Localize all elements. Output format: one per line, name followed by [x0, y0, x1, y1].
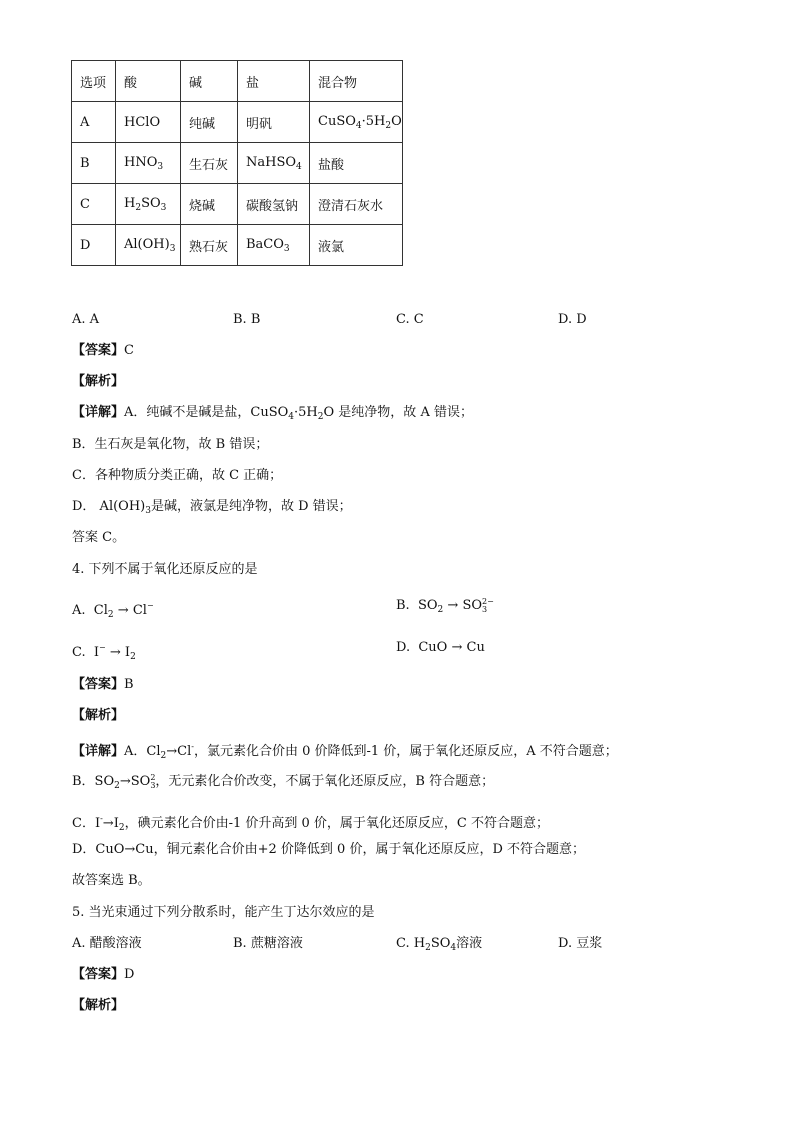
q4-detail-line-b: B．$SO_2\to SO2$ 3，无元素化合价改变，不属于氧化还原反应，B 符合题意；	[72, 772, 495, 791]
table-cell: NaHSO$_4$	[238, 143, 310, 184]
q3-answer: 【答案】C	[72, 343, 134, 358]
q3-analysis-label: 【解析】	[72, 374, 125, 389]
q5-option-d: D. 豆浆	[558, 936, 603, 951]
table-cell: $Al(OH)_3$	[116, 225, 181, 266]
table-cell: $H_2SO_3$	[116, 184, 181, 225]
choice-a: A. A	[72, 312, 100, 327]
table-row	[72, 225, 403, 266]
q4-option-d: D. CuO → Cu	[396, 640, 485, 655]
table-header-cell: 选项	[72, 61, 116, 102]
q4-analysis-label: 【解析】	[72, 708, 125, 723]
q5-stem: 5. 当光束通过下列分散系时，能产生丁达尔效应的是	[72, 905, 375, 920]
table-cell: $HNO_3$	[116, 143, 181, 184]
q5-option-b: B. 蔗糖溶液	[233, 936, 303, 951]
table-cell: 烧碱	[181, 184, 238, 225]
q3-detail-line-a: 【详解】A．纯碱不是碱是盐，$CuSO_4\cdot 5H_2O$ 是纯净物，故 A 错误；	[72, 405, 473, 422]
q5-analysis-label: 【解析】	[72, 998, 125, 1013]
choice-b: B. B	[233, 312, 261, 327]
table-cell: C	[72, 184, 116, 225]
table-header-cell: 酸	[116, 61, 181, 102]
table-cell: B	[72, 143, 116, 184]
q4-option-b: B. $SO_2 \to SO2-$ 3	[396, 596, 494, 615]
classification-table	[71, 60, 403, 266]
q4-detail-line-d: D．CuO→Cu，铜元素化合价由+2 价降低到 0 价，属于氧化还原反应，D 不符合题意；	[72, 842, 585, 857]
choice-c: C. C	[396, 312, 424, 327]
q4-option-c: C. $I^- \to I_2$	[72, 643, 136, 662]
table-cell: 盐酸	[310, 143, 403, 184]
choice-d: D. D	[558, 312, 587, 327]
table-row	[72, 184, 403, 225]
table-row	[72, 102, 403, 143]
q5-option-c: C. $H_2SO_4$溶液	[396, 936, 483, 953]
q3-detail-line-b: B．生石灰是氧化物，故 B 错误；	[72, 437, 269, 452]
q5-option-a: A. 醋酸溶液	[72, 936, 142, 951]
table-header-cell: 碱	[181, 61, 238, 102]
q4-answer: 【答案】B	[72, 677, 134, 692]
q3-conclusion: 答案 C。	[72, 530, 126, 545]
table-header-row	[72, 61, 403, 102]
table-cell: 碳酸氢钠	[238, 184, 310, 225]
table-header-cell: 混合物	[310, 61, 403, 102]
q4-option-a: A. $Cl_2 \to Cl^-$	[72, 601, 154, 620]
q3-detail-line-c: C．各种物质分类正确，故 C 正确；	[72, 468, 283, 483]
q4-conclusion: 故答案选 B。	[72, 873, 151, 888]
q4-stem: 4. 下列不属于氧化还原反应的是	[72, 562, 258, 577]
table-cell: HClO	[116, 102, 181, 143]
table-cell: $CuSO_4\cdot 5H_2O$	[310, 102, 403, 143]
table-row	[72, 143, 403, 184]
q3-detail-line-d: D． $Al(OH)_3$是碱，液氯是纯净物，故 D 错误；	[72, 499, 352, 516]
table-header-cell: 盐	[238, 61, 310, 102]
table-cell: 纯碱	[181, 102, 238, 143]
table-cell: 澄清石灰水	[310, 184, 403, 225]
table-cell: 熟石灰	[181, 225, 238, 266]
table-cell: 生石灰	[181, 143, 238, 184]
table-cell: 液氯	[310, 225, 403, 266]
q4-detail-line-a: 【详解】A．$Cl_2\to Cl^-$，氯元素化合价由 0 价降低到-1 价，属于氧化还原反应，A 不符合题意；	[72, 742, 618, 761]
table-cell: D	[72, 225, 116, 266]
table-cell: A	[72, 102, 116, 143]
table-cell: 明矾	[238, 102, 310, 143]
table-cell: BaCO$_3$	[238, 225, 310, 266]
q5-answer: 【答案】D	[72, 967, 135, 982]
q4-detail-line-c: C．$I^-\to I_2$，碘元素化合价由-1 价升高到 0 价，属于氧化还原反应，C 不符合题意；	[72, 814, 549, 833]
